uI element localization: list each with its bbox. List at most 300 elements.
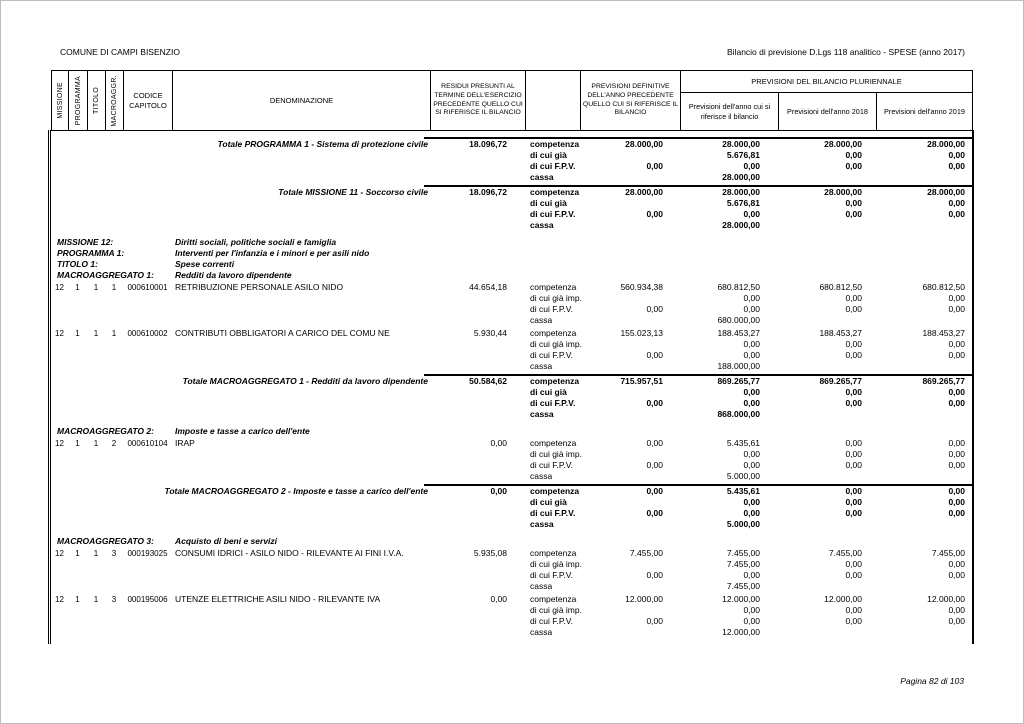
residui-cell: 18.096,72 [469,139,507,149]
total-label-cell: Totale MACROAGGREGATO 1 - Redditi da lavoro dipendente [182,376,428,386]
section-row [51,536,972,547]
denomination-cell: CONTRIBUTI OBBLIGATORI A CARICO DEL COMU NE [175,328,390,338]
code-cell: 1 [93,283,99,292]
col-header-macroaggr-label: MACROAGGR. [111,74,118,127]
phase-label: di cui F.P.V. [530,460,574,470]
amount-cell: 0,00 [948,293,965,303]
amount-cell [862,471,965,482]
code-cell: 12 [55,329,64,338]
amount-cell: 0,00 [845,150,862,160]
phase-label: di cui F.P.V. [530,398,576,408]
amount-cell: 0,00 [743,605,760,615]
amount-cell: 0,00 [948,497,965,507]
amount-cell: 7.455,00 [726,559,760,569]
amount-cell [610,559,663,570]
amount-cell [760,172,862,183]
phase-label: competenza [530,548,577,558]
col-header-missione [51,70,69,131]
section-group [51,237,972,281]
amount-cell [862,220,965,231]
amount-cell: 12.000,00 [722,594,760,604]
amount-cell: 0,00 [948,161,965,171]
amount-cell: 5.435,61 [726,438,760,448]
total-label-cell: Totale MISSIONE 11 - Soccorso civile [278,187,428,197]
section-group [51,426,972,437]
col-header-previsioni-definitive: PREVISIONI DEFINITIVE DELL'ANNO PRECEDENTE QUELLO CUI SI RIFERISCE IL BILANCIO [580,70,681,131]
amount-cell: 715.957,51 [620,376,663,386]
amount-cell: 0,00 [845,161,862,171]
section-group [51,536,972,547]
phase-label: competenza [530,328,577,338]
amount-cell [610,387,663,398]
amount-cell: 28.000,00 [824,139,862,149]
col-header-programma-label: PROGRAMMA [74,75,82,126]
table-line [51,570,972,581]
phase-label: competenza [530,282,577,292]
code-cell: 12 [55,595,64,604]
amount-cell [760,220,862,231]
code-cell: 1 [93,549,99,558]
section-label: MACROAGGREGATO 3: [57,536,154,546]
amount-cell: 188.453,27 [717,328,760,338]
amount-cell: 0,00 [948,559,965,569]
table-line [51,376,972,387]
section-description: Imposte e tasse a carico dell'ente [175,426,310,436]
amount-cell: 0,00 [646,508,663,518]
amount-cell: 28.000,00 [722,172,760,182]
table-line [51,581,972,592]
amount-cell: 28.000,00 [927,187,965,197]
amount-cell: 28.000,00 [722,187,760,197]
amount-cell: 5.676,81 [726,198,760,208]
amount-cell: 28.000,00 [625,187,663,197]
col-header-programma [68,70,88,131]
detail-row [51,282,972,326]
amount-cell: 0,00 [845,508,862,518]
phase-label: cassa [530,220,554,230]
phase-label: di cui già imp. [530,293,582,303]
table-line [51,361,972,372]
amount-cell [610,172,663,183]
amount-cell: 0,00 [646,616,663,626]
amount-cell: 0,00 [845,449,862,459]
table-line [51,282,972,293]
section-label: MACROAGGREGATO 1: [57,270,154,280]
amount-cell: 12.000,00 [722,627,760,637]
residui-cell: 0,00 [490,438,507,448]
code-cell: 1 [93,329,99,338]
amount-cell [862,409,965,420]
table-line [51,161,972,172]
phase-label: cassa [530,315,553,325]
amount-cell: 28.000,00 [722,220,760,230]
total-row [51,139,972,183]
amount-cell: 0,00 [948,605,965,615]
phase-label: di cui F.P.V. [530,350,574,360]
code-cell: 1 [75,439,80,448]
code-cell: 000610104 [127,439,168,448]
amount-cell [610,605,663,616]
amount-cell: 7.455,00 [828,548,862,558]
phase-label: di cui F.P.V. [530,161,576,171]
table-line [51,627,972,638]
amount-cell: 0,00 [948,339,965,349]
phase-label: cassa [530,361,553,371]
code-cell: 12 [55,549,64,558]
table-line [51,315,972,326]
amount-cell: 680.812,50 [819,282,862,292]
col-header-titolo [87,70,106,131]
amount-cell: 0,00 [948,209,965,219]
amount-cell: 28.000,00 [927,139,965,149]
amount-cell: 7.455,00 [931,548,965,558]
amount-cell: 0,00 [845,293,862,303]
amount-cell [610,220,663,231]
phase-label: di cui già imp. [530,449,582,459]
section-description: Interventi per l'infanzia e i minori e per asili nido [175,248,370,258]
table-line [51,220,972,231]
amount-cell [610,150,663,161]
detail-row [51,548,972,592]
amount-cell: 0,00 [948,460,965,470]
amount-cell: 12.000,00 [625,594,663,604]
col-header-codice-capitolo: CODICE CAPITOLO [123,70,173,131]
amount-cell: 0,00 [948,486,965,496]
code-cell: 1 [93,595,99,604]
amount-cell [862,361,965,372]
table-line [51,293,972,304]
amount-cell: 0,00 [845,559,862,569]
code-cell: 1 [111,283,117,292]
table-line [51,594,972,605]
detail-row [51,438,972,482]
table-line [51,616,972,627]
amount-cell: 0,00 [948,570,965,580]
amount-cell: 188.453,27 [819,328,862,338]
amount-cell: 28.000,00 [824,187,862,197]
amount-cell [610,293,663,304]
table-line [51,209,972,220]
amount-cell: 0,00 [948,398,965,408]
phase-label: cassa [530,581,553,591]
amount-cell: 0,00 [646,304,663,314]
amount-cell: 0,00 [948,508,965,518]
amount-cell: 5.000,00 [726,519,760,529]
amount-cell: 0,00 [646,398,663,408]
amount-cell: 28.000,00 [625,139,663,149]
denomination-cell: CONSUMI IDRICI - ASILO NIDO - RILEVANTE AI FINI I.V.A. [175,548,404,558]
table-line [51,198,972,209]
code-cell: 000610001 [127,283,168,292]
col-header-anno-riferimento: Previsioni dell'anno cui si riferisce il bilancio [680,92,779,131]
amount-cell: 0,00 [845,486,862,496]
amount-cell [760,581,862,592]
residui-cell: 0,00 [490,486,507,496]
amount-cell [610,315,663,326]
amount-cell: 0,00 [948,304,965,314]
code-cell: 1 [75,595,80,604]
col-header-fase-blank [525,70,581,131]
amount-cell: 0,00 [743,339,760,349]
table-line [51,508,972,519]
total-row [51,486,972,530]
amount-cell: 0,00 [948,198,965,208]
amount-cell: 7.455,00 [726,581,760,591]
section-row [51,237,972,248]
amount-cell [610,339,663,350]
amount-cell: 869.265,77 [819,376,862,386]
phase-label: di cui già imp. [530,339,582,349]
amount-cell [862,172,965,183]
col-header-denominazione: DENOMINAZIONE [172,70,431,131]
amount-cell: 12.000,00 [824,594,862,604]
phase-label: di cui già [530,497,567,507]
table-line [51,304,972,315]
amount-cell: 0,00 [845,209,862,219]
code-cell: 000193025 [127,549,168,558]
denomination-cell: IRAP [175,438,195,448]
phase-label: competenza [530,486,580,496]
section-row [51,248,972,259]
amount-cell [610,497,663,508]
amount-cell: 0,00 [743,304,760,314]
amount-cell: 188.000,00 [717,361,760,371]
phase-label: di cui F.P.V. [530,508,576,518]
amount-cell: 868.000,00 [717,409,760,419]
total-row [51,376,972,420]
total-label-cell: Totale MACROAGGREGATO 2 - Imposte e tasse a carico dell'ente [164,486,428,496]
table-line [51,339,972,350]
col-header-missione-label: MISSIONE [56,82,64,119]
section-description: Acquisto di beni e servizi [175,536,278,546]
phase-label: di cui già imp. [530,605,582,615]
table-line [51,548,972,559]
total-label-cell: Totale PROGRAMMA 1 - Sistema di protezione civile [217,139,428,149]
section-row [51,270,972,281]
section-row [51,259,972,270]
amount-cell: 0,00 [743,387,760,397]
detail-row [51,594,972,638]
code-cell: 1 [75,549,80,558]
denomination-cell: UTENZE ELETTRICHE ASILI NIDO - RILEVANTE IVA [175,594,381,604]
amount-cell: 0,00 [845,605,862,615]
table-line [51,486,972,497]
amount-cell: 0,00 [845,497,862,507]
phase-label: cassa [530,409,554,419]
section-description: Spese correnti [175,259,235,269]
amount-cell: 7.455,00 [726,548,760,558]
amount-cell: 0,00 [845,398,862,408]
amount-cell [760,627,862,638]
amount-cell [610,581,663,592]
denomination-cell: RETRIBUZIONE PERSONALE ASILO NIDO [175,282,344,292]
amount-cell: 0,00 [845,460,862,470]
phase-label: competenza [530,187,580,197]
amount-cell [610,471,663,482]
amount-cell: 5.000,00 [726,471,760,481]
amount-cell: 0,00 [743,161,760,171]
table-line [51,328,972,339]
table-line [51,497,972,508]
phase-label: di cui F.P.V. [530,616,574,626]
amount-cell [862,315,965,326]
table-line [51,350,972,361]
section-label: TITOLO 1: [57,259,98,269]
amount-cell: 0,00 [646,350,663,360]
phase-label: competenza [530,139,580,149]
section-label: PROGRAMMA 1: [57,248,125,258]
phase-label: di cui già [530,150,567,160]
amount-cell: 0,00 [743,449,760,459]
amount-cell: 0,00 [948,350,965,360]
code-cell: 12 [55,439,64,448]
phase-label: di cui F.P.V. [530,209,576,219]
phase-label: di cui già imp. [530,559,582,569]
amount-cell [862,581,965,592]
amount-cell: 0,00 [948,616,965,626]
amount-cell: 869.265,77 [922,376,965,386]
amount-cell: 0,00 [845,570,862,580]
col-header-residui-presunti: RESIDUI PRESUNTI AL TERMINE DELL'ESERCIZIO PRECEDENTE QUELLO CUI SI RIFERISCE IL BILANCIO [430,70,526,131]
amount-cell [760,519,862,530]
table-body [48,130,974,644]
code-cell: 3 [111,595,117,604]
page-number: Pagina 82 di 103 [900,676,964,686]
amount-cell: 0,00 [646,486,663,496]
amount-cell [610,519,663,530]
residui-cell: 5.935,08 [473,548,507,558]
code-cell: 000610002 [127,329,168,338]
code-cell: 1 [93,439,99,448]
amount-cell: 0,00 [646,570,663,580]
amount-cell: 0,00 [948,449,965,459]
residui-cell: 44.654,18 [469,282,507,292]
amount-cell: 560.934,38 [620,282,663,292]
table-line [51,139,972,150]
amount-cell [760,315,862,326]
table-line [51,172,972,183]
amount-cell [610,198,663,209]
table-line [51,438,972,449]
phase-label: cassa [530,627,553,637]
phase-label: di cui F.P.V. [530,570,574,580]
amount-cell: 680.812,50 [717,282,760,292]
phase-label: cassa [530,471,553,481]
phase-label: competenza [530,376,580,386]
amount-cell [862,519,965,530]
amount-cell: 0,00 [845,304,862,314]
amount-cell [760,409,862,420]
amount-cell: 0,00 [743,398,760,408]
code-cell: 000195006 [127,595,168,604]
table-line [51,387,972,398]
org-name: COMUNE DI CAMPI BISENZIO [60,47,180,57]
amount-cell: 0,00 [743,460,760,470]
table-line [51,605,972,616]
amount-cell: 680.812,50 [922,282,965,292]
section-row [51,426,972,437]
amount-cell: 0,00 [845,198,862,208]
table-line [51,471,972,482]
col-header-bilancio-pluriennale: PREVISIONI DEL BILANCIO PLURIENNALE [680,70,973,93]
amount-cell [760,471,862,482]
amount-cell: 869.265,77 [717,376,760,386]
table-line [51,150,972,161]
amount-cell: 0,00 [948,438,965,448]
amount-cell: 0,00 [743,570,760,580]
table-line [51,187,972,198]
amount-cell: 155.023,13 [620,328,663,338]
code-cell: 12 [55,283,64,292]
amount-cell: 0,00 [743,350,760,360]
total-row [51,187,972,231]
amount-cell: 0,00 [743,293,760,303]
amount-cell: 0,00 [845,350,862,360]
amount-cell: 28.000,00 [722,139,760,149]
amount-cell: 12.000,00 [927,594,965,604]
phase-label: competenza [530,438,577,448]
phase-label: di cui già [530,387,567,397]
phase-label: cassa [530,519,554,529]
amount-cell: 188.453,27 [922,328,965,338]
table-line [51,398,972,409]
amount-cell: 0,00 [646,460,663,470]
phase-label: competenza [530,594,577,604]
section-label: MACROAGGREGATO 2: [57,426,154,436]
phase-label: di cui già [530,198,567,208]
amount-cell: 0,00 [845,616,862,626]
phase-label: cassa [530,172,554,182]
residui-cell: 50.584,62 [469,376,507,386]
section-description: Diritti sociali, politiche sociali e famiglia [175,237,337,247]
amount-cell [760,361,862,372]
amount-cell: 5.676,81 [726,150,760,160]
table-line [51,409,972,420]
amount-cell [610,409,663,420]
amount-cell: 0,00 [845,387,862,397]
code-cell: 1 [111,329,117,338]
table-line [51,449,972,460]
col-header-anno-2018: Previsioni dell'anno 2018 [778,92,877,131]
amount-cell [862,627,965,638]
amount-cell: 0,00 [743,508,760,518]
col-header-titolo-label: TITOLO [93,87,100,114]
col-header-macroaggr [105,70,124,131]
residui-cell: 5.930,44 [473,328,507,338]
amount-cell: 0,00 [948,150,965,160]
amount-cell: 0,00 [743,497,760,507]
amount-cell: 0,00 [743,209,760,219]
amount-cell [610,627,663,638]
amount-cell: 0,00 [743,616,760,626]
doc-title: Bilancio di previsione D.Lgs 118 analitico - SPESE (anno 2017) [727,47,965,57]
amount-cell: 0,00 [646,209,663,219]
amount-cell [610,449,663,460]
residui-cell: 18.096,72 [469,187,507,197]
amount-cell: 0,00 [948,387,965,397]
code-cell: 1 [75,283,80,292]
section-description: Redditi da lavoro dipendente [175,270,292,280]
amount-cell: 0,00 [646,438,663,448]
amount-cell: 680.000,00 [717,315,760,325]
code-cell: 1 [75,329,80,338]
amount-cell: 5.435,61 [726,486,760,496]
col-header-anno-2019: Previsioni dell'anno 2019 [876,92,973,131]
amount-cell: 0,00 [845,438,862,448]
phase-label: di cui F.P.V. [530,304,574,314]
code-cell: 2 [111,439,117,448]
amount-cell: 0,00 [845,339,862,349]
